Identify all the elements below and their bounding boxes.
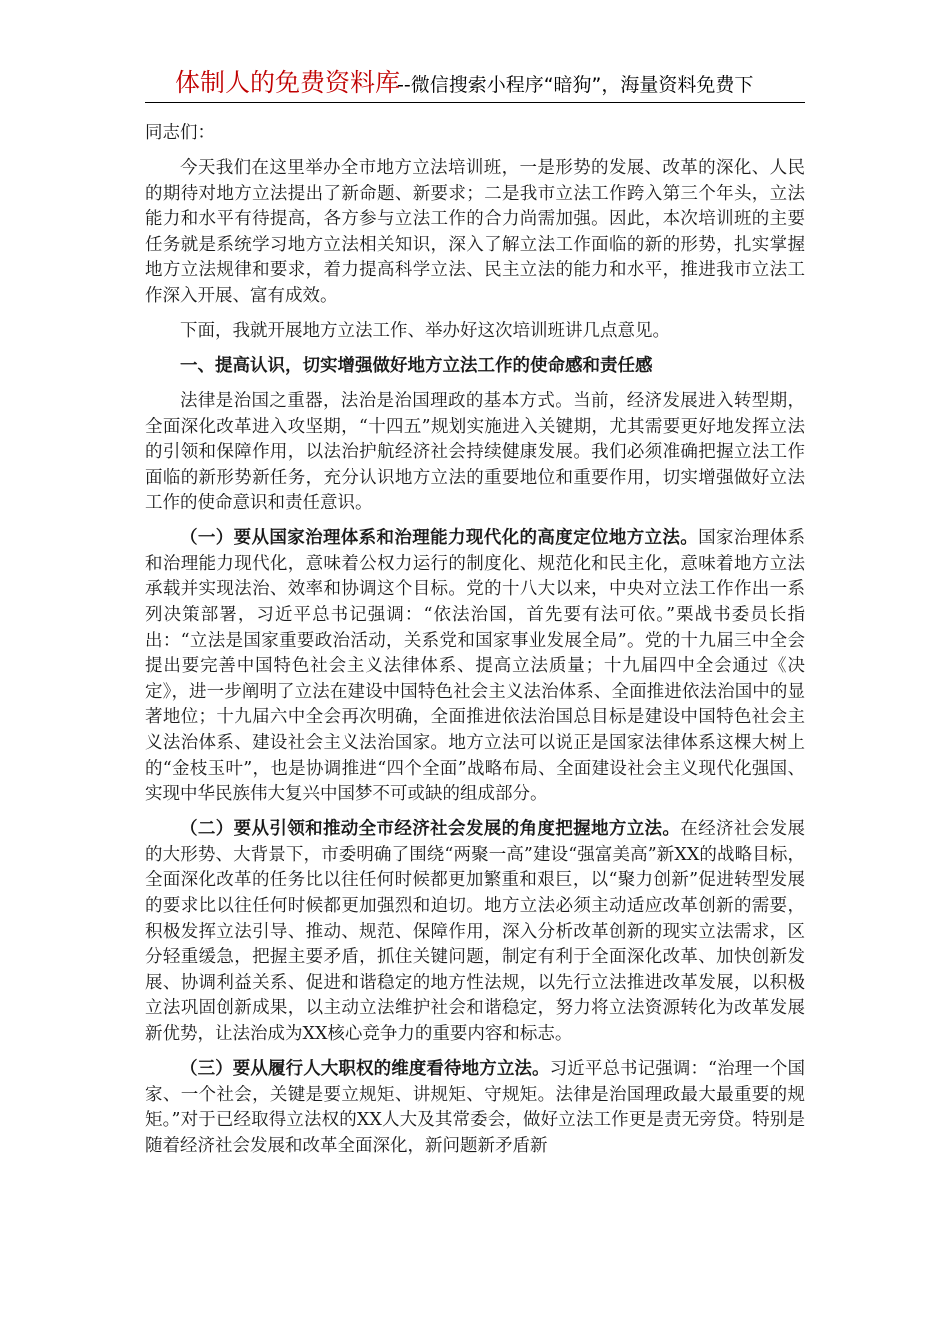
- subsection-3-body: 习近平总书记强调：“治理一个国家、一个社会，关键是要立规矩、讲规矩、守规矩。法律是治国理政最大最重要的规矩。”对于已经取得立法权的XX人大及其常委会，做好立法工作更是责无旁贷。特别是随着经济社会发展和改革全面深化，新问题新矛盾新: [145, 1058, 806, 1156]
- paragraph-context: 法律是治国之重器，法治是治国理政的基本方式。当前，经济发展进入转型期，全面深化改革进入攻坚期，“十四五”规划实施进入关键期，尤其需要更好地发挥立法的引领和保障作用，以法治护航经济社会持续健康发展。我们必须准确把握立法工作面临的新形势新任务，充分认识地方立法的重要地位和重要作用，切实增强做好立法工作的使命意识和责任意识。: [145, 390, 805, 514]
- header-slogan: --微信搜索小程序“暗狗”，海量资料免费下: [397, 74, 754, 96]
- subsection-1-body: 国家治理体系和治理能力现代化，意味着公权力运行的制度化、规范化和民主化，意味着地方立法承载并实现法治、效率和协调这个目标。党的十八大以来，中央对立法工作作出一系列决策部署，习近平总书记强调：“依法治国，首先要有法可依。”栗战书委员长指出：“立法是国家重要政治活动，关系党和国家事业发展全局”。党的十九届三中全会提出要完善中国特色社会主义法律体系、提高立法质量；十九届四中全会通过《决定》，进一步阐明了立法在建设中国特色社会主义法治体系、全面推进依法治国中的显著地位；十九届六中全会再次明确，全面推进依法治国总目标是建设中国特色社会主义法治体系、建设社会主义法治国家。地方立法可以说正是国家法律体系这棵大树上的“金枝玉叶”，也是协调推进“四个全面”战略布局、全面建设社会主义现代化强国、实现中华民族伟大复兴中国梦不可或缺的组成部分。: [145, 528, 806, 805]
- greeting: 同志们：: [145, 123, 215, 143]
- subsection-2: [145, 817, 805, 1047]
- paragraph-outline: 下面，我就开展地方立法工作、举办好这次培训班讲几点意见。: [180, 320, 670, 341]
- header-brand: 体制人的免费资料库: [175, 68, 401, 97]
- section-heading-1: 一、提高认识，切实增强做好地方立法工作的使命感和责任感: [180, 355, 653, 376]
- subsection-3-title: （三）要从履行人大职权的维度看待地方立法。: [180, 1058, 550, 1079]
- subsection-1-title: （一）要从国家治理体系和治理能力现代化的高度定位地方立法。: [180, 528, 699, 549]
- subsection-3: [145, 1057, 805, 1159]
- subsection-1: [145, 526, 805, 808]
- page-header: [145, 66, 805, 103]
- document-body: [145, 121, 805, 1169]
- subsection-2-title: （二）要从引领和推动全市经济社会发展的角度把握地方立法。: [180, 819, 681, 840]
- paragraph-intro: 今天我们在这里举办全市地方立法培训班，一是形势的发展、改革的深化、人民的期待对地方立法提出了新命题、新要求；二是我市立法工作跨入第三个年头，立法能力和水平有待提高，各方参与立法工作的合力尚需加强。因此，本次培训班的主要任务就是系统学习地方立法相关知识，深入了解立法工作面临的新的形势，扎实掌握地方立法规律和要求，着力提高科学立法、民主立法的能力和水平，推进我市立法工作深入开展、富有成效。: [145, 157, 805, 306]
- subsection-2-body: 在经济社会发展的大形势、大背景下，市委明确了围绕“两聚一高”建设“强富美高”新XX的战略目标，全面深化改革的任务比以往任何时候都更加繁重和艰巨，以“聚力创新”促进转型发展的要求比以往任何时候都更加强烈和迫切。地方立法必须主动适应改革创新的需要，积极发挥立法引导、推动、规范、保障作用，深入分析改革创新的现实立法需求，区分轻重缓急，把握主要矛盾，抓住关键问题，制定有利于全面深化改革、加快创新发展、协调利益关系、促进和谐稳定的地方性法规，以先行立法推进改革发展，以积极立法巩固创新成果，以主动立法维护社会和谐稳定，努力将立法资源转化为改革发展新优势，让法治成为XX核心竞争力的重要内容和标志。: [145, 819, 806, 1044]
